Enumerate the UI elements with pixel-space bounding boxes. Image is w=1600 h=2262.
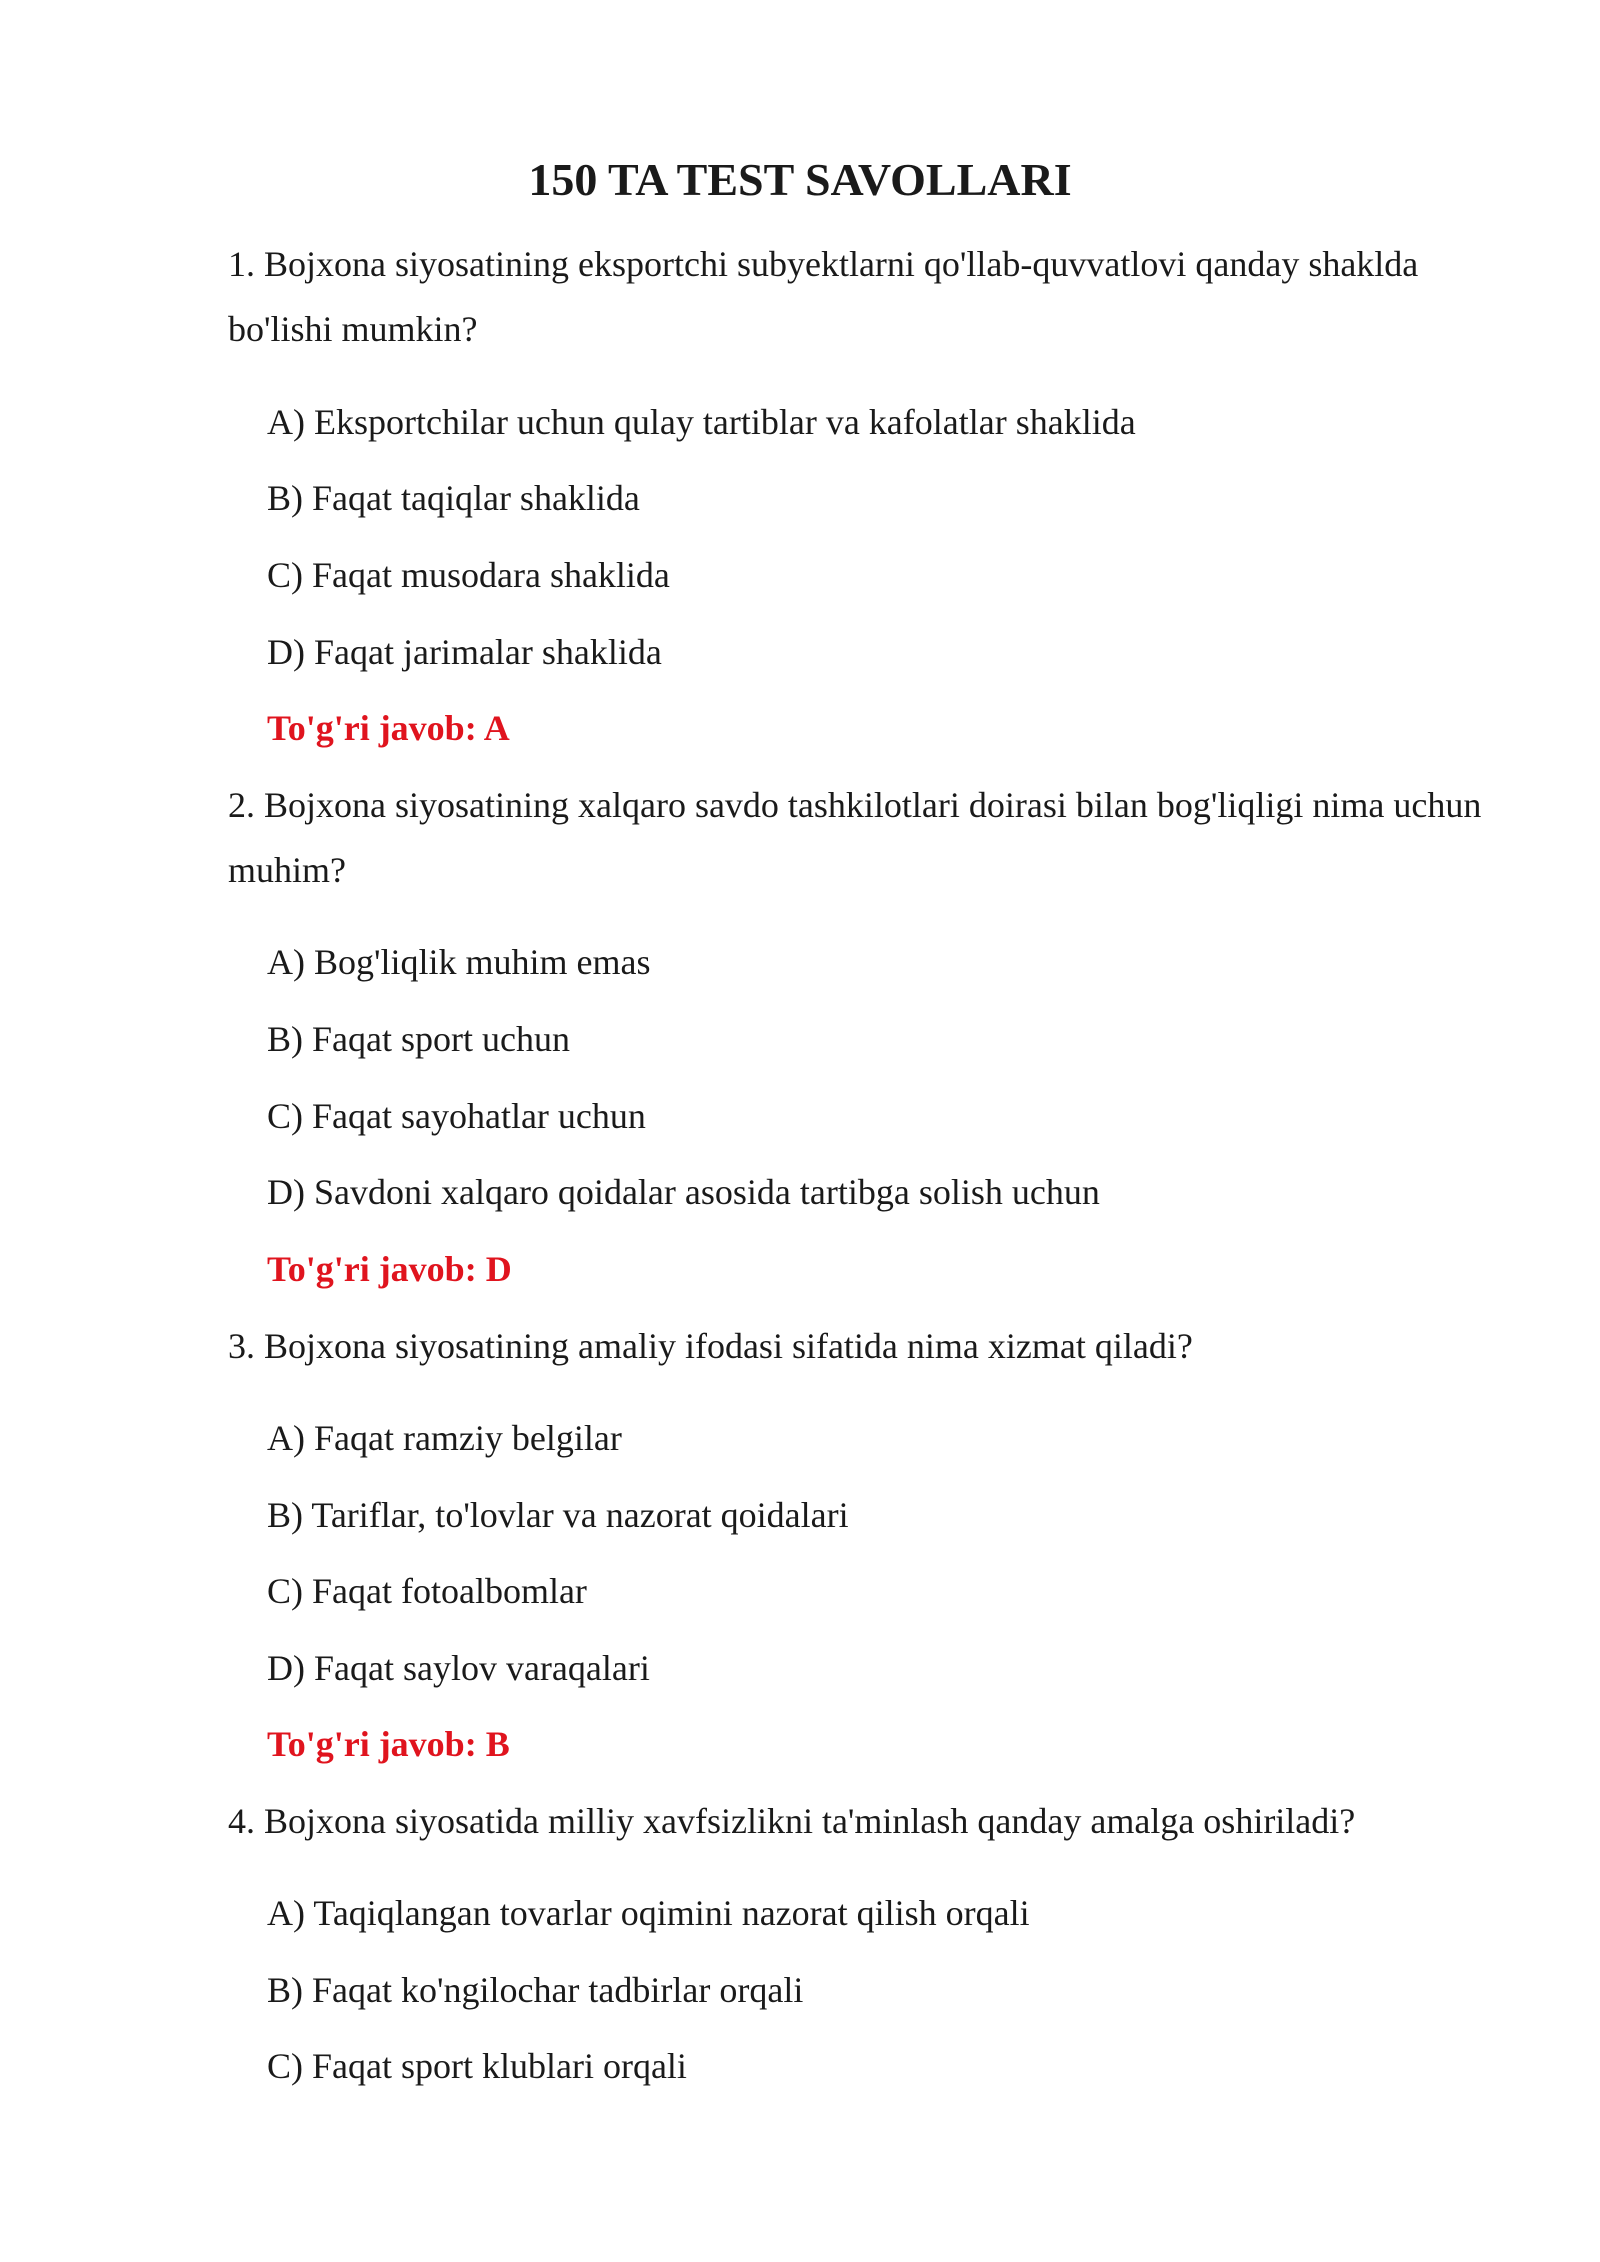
question-3-text: 3. Bojxona siyosatining amaliy ifodasi sifatida nima xizmat qiladi?	[228, 1326, 1193, 1366]
question-4-option-a: A) Taqiqlangan tovarlar oqimini nazorat qilish orqali	[267, 1893, 1030, 1933]
question-1-correct-answer: To'g'ri javob: A	[267, 708, 510, 748]
question-2-option-c: C) Faqat sayohatlar uchun	[267, 1096, 646, 1136]
question-3-correct-answer: To'g'ri javob: B	[267, 1724, 510, 1764]
question-1-text: 1. Bojxona siyosatining eksportchi subyektlarni qo'llab-quvvatlovi qanday shaklda bo'lishi mumkin?	[228, 244, 1419, 349]
question-3-option-c: C) Faqat fotoalbomlar	[267, 1571, 587, 1611]
question-3-option-d: D) Faqat saylov varaqalari	[267, 1648, 650, 1688]
question-1-option-c: C) Faqat musodara shaklida	[267, 555, 670, 595]
page-title: 150 TA TEST SAVOLLARI	[528, 154, 1072, 205]
question-2-correct-answer: To'g'ri javob: D	[267, 1249, 512, 1289]
question-4-text: 4. Bojxona siyosatida milliy xavfsizlikni ta'minlash qanday amalga oshiriladi?	[228, 1801, 1356, 1841]
question-3-option-b: B) Tariflar, to'lovlar va nazorat qoidalari	[267, 1495, 849, 1535]
question-3-option-a: A) Faqat ramziy belgilar	[267, 1418, 622, 1458]
question-1-option-b: B) Faqat taqiqlar shaklida	[267, 478, 640, 518]
question-2-text: 2. Bojxona siyosatining xalqaro savdo tashkilotlari doirasi bilan bog'liqligi nima uchun muhim?	[228, 785, 1482, 890]
question-2-option-a: A) Bog'liqlik muhim emas	[267, 942, 651, 982]
question-2-option-b: B) Faqat sport uchun	[267, 1019, 570, 1059]
question-2-option-d: D) Savdoni xalqaro qoidalar asosida tartibga solish uchun	[267, 1172, 1100, 1212]
question-1-option-a: A) Eksportchilar uchun qulay tartiblar va kafolatlar shaklida	[267, 402, 1136, 442]
question-1-option-d: D) Faqat jarimalar shaklida	[267, 632, 662, 672]
question-4-option-b: B) Faqat ko'ngilochar tadbirlar orqali	[267, 1970, 804, 2010]
question-4-option-c: C) Faqat sport klublari orqali	[267, 2046, 687, 2086]
